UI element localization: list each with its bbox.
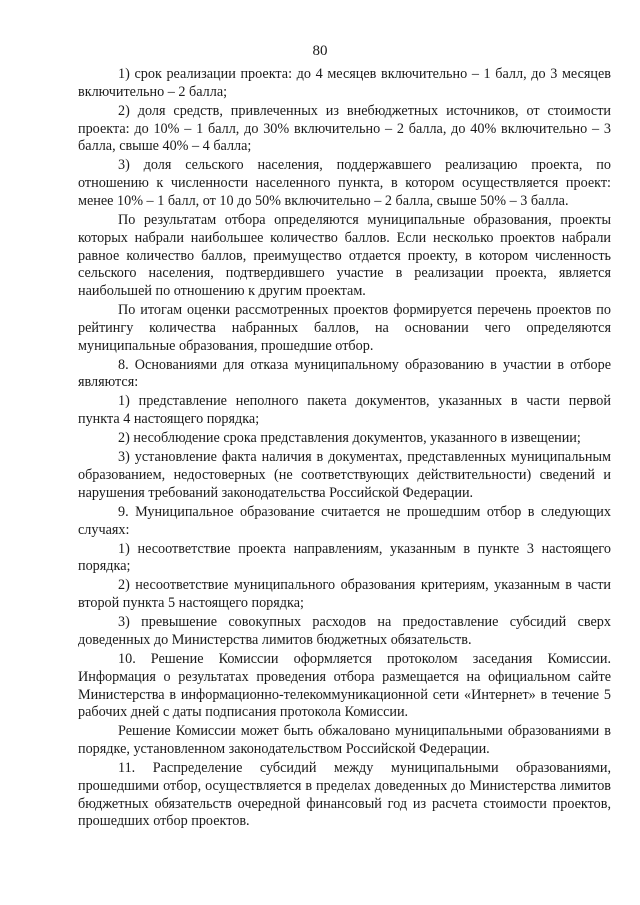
paragraph-15: Решение Комиссии может быть обжаловано муниципальными образованиями в порядке, установленном законодательством Российской Федерации. xyxy=(78,723,611,758)
paragraph-9: 3) установление факта наличия в документах, представленных муниципальным образованием, недостоверных (не соответствующих действительности) сведений и нарушения требований законодательства Российской Федерации. xyxy=(78,449,611,501)
paragraph-13: 3) превышение совокупных расходов на предоставление субсидий сверх доведенных до Министерства лимитов бюджетных обязательств. xyxy=(78,614,611,648)
paragraph-4: По результатам отбора определяются муниципальные образования, проекты которых набрали наибольшее количество баллов. Если несколько проектов набрали равное количество баллов, преимущество отдается проекту, в котором численность сельского населения, подтвердившего участие в реализации проекта, является наибольшей по отношению к другим проектам. xyxy=(78,211,611,300)
paragraph-5: По итогам оценки рассмотренных проектов формируется перечень проектов по рейтингу количества набранных баллов, на основании чего определяются муниципальные образования, прошедшие отбор. xyxy=(78,302,611,354)
paragraph-12: 2) несоответствие муниципального образования критериям, указанным в части второй пункта 5 настоящего порядка; xyxy=(78,577,611,612)
document-body xyxy=(78,66,611,832)
paragraph-3: 3) доля сельского населения, поддержавшего реализацию проекта, по отношению к численности населенного пункта, в котором осуществляется проект: менее 10% – 1 балл, от 10 до 50% включительно – 2 балла, свыше 50% – 3 балла. xyxy=(78,157,611,209)
paragraph-2: 2) доля средств, привлеченных из внебюджетных источников, от стоимости проекта: до 10% – 1 балл, до 30% включительно – 2 балла, до 40% включительно – 3 балла, свыше 40% – 4 балла; xyxy=(78,102,611,155)
paragraph-10: 9. Муниципальное образование считается не прошедшим отбор в следующих случаях: xyxy=(78,503,611,538)
paragraph-16: 11. Распределение субсидий между муниципальными образованиями, прошедшими отбор, осуществляется в пределах доведенных до Министерства лимитов бюджетных обязательств очередной финансовый год из расчета стоимости проектов, прошедших отбор проектов. xyxy=(78,760,611,830)
paragraph-8: 2) несоблюдение срока представления документов, указанного в извещении; xyxy=(118,430,581,447)
paragraph-1: 1) срок реализации проекта: до 4 месяцев включительно – 1 балл, до 3 месяцев включительно – 2 балла; xyxy=(78,66,611,100)
paragraph-11: 1) несоответствие проекта направлениям, указанным в пункте 3 настоящего порядка; xyxy=(78,540,611,575)
paragraph-6: 8. Основаниями для отказа муниципальному образованию в участии в отборе являются: xyxy=(78,356,611,391)
paragraph-7: 1) представление неполного пакета документов, указанных в части первой пункта 4 настоящего порядка; xyxy=(78,393,611,428)
page-number: 80 xyxy=(312,43,328,59)
paragraph-14: 10. Решение Комиссии оформляется протоколом заседания Комиссии. Информация о результатах проведения отбора размещается на официальном сайте Министерства в информационно-телекоммуникационной сети «Интернет» в течение 5 рабочих дней с даты подписания протокола Комиссии. xyxy=(78,650,611,721)
